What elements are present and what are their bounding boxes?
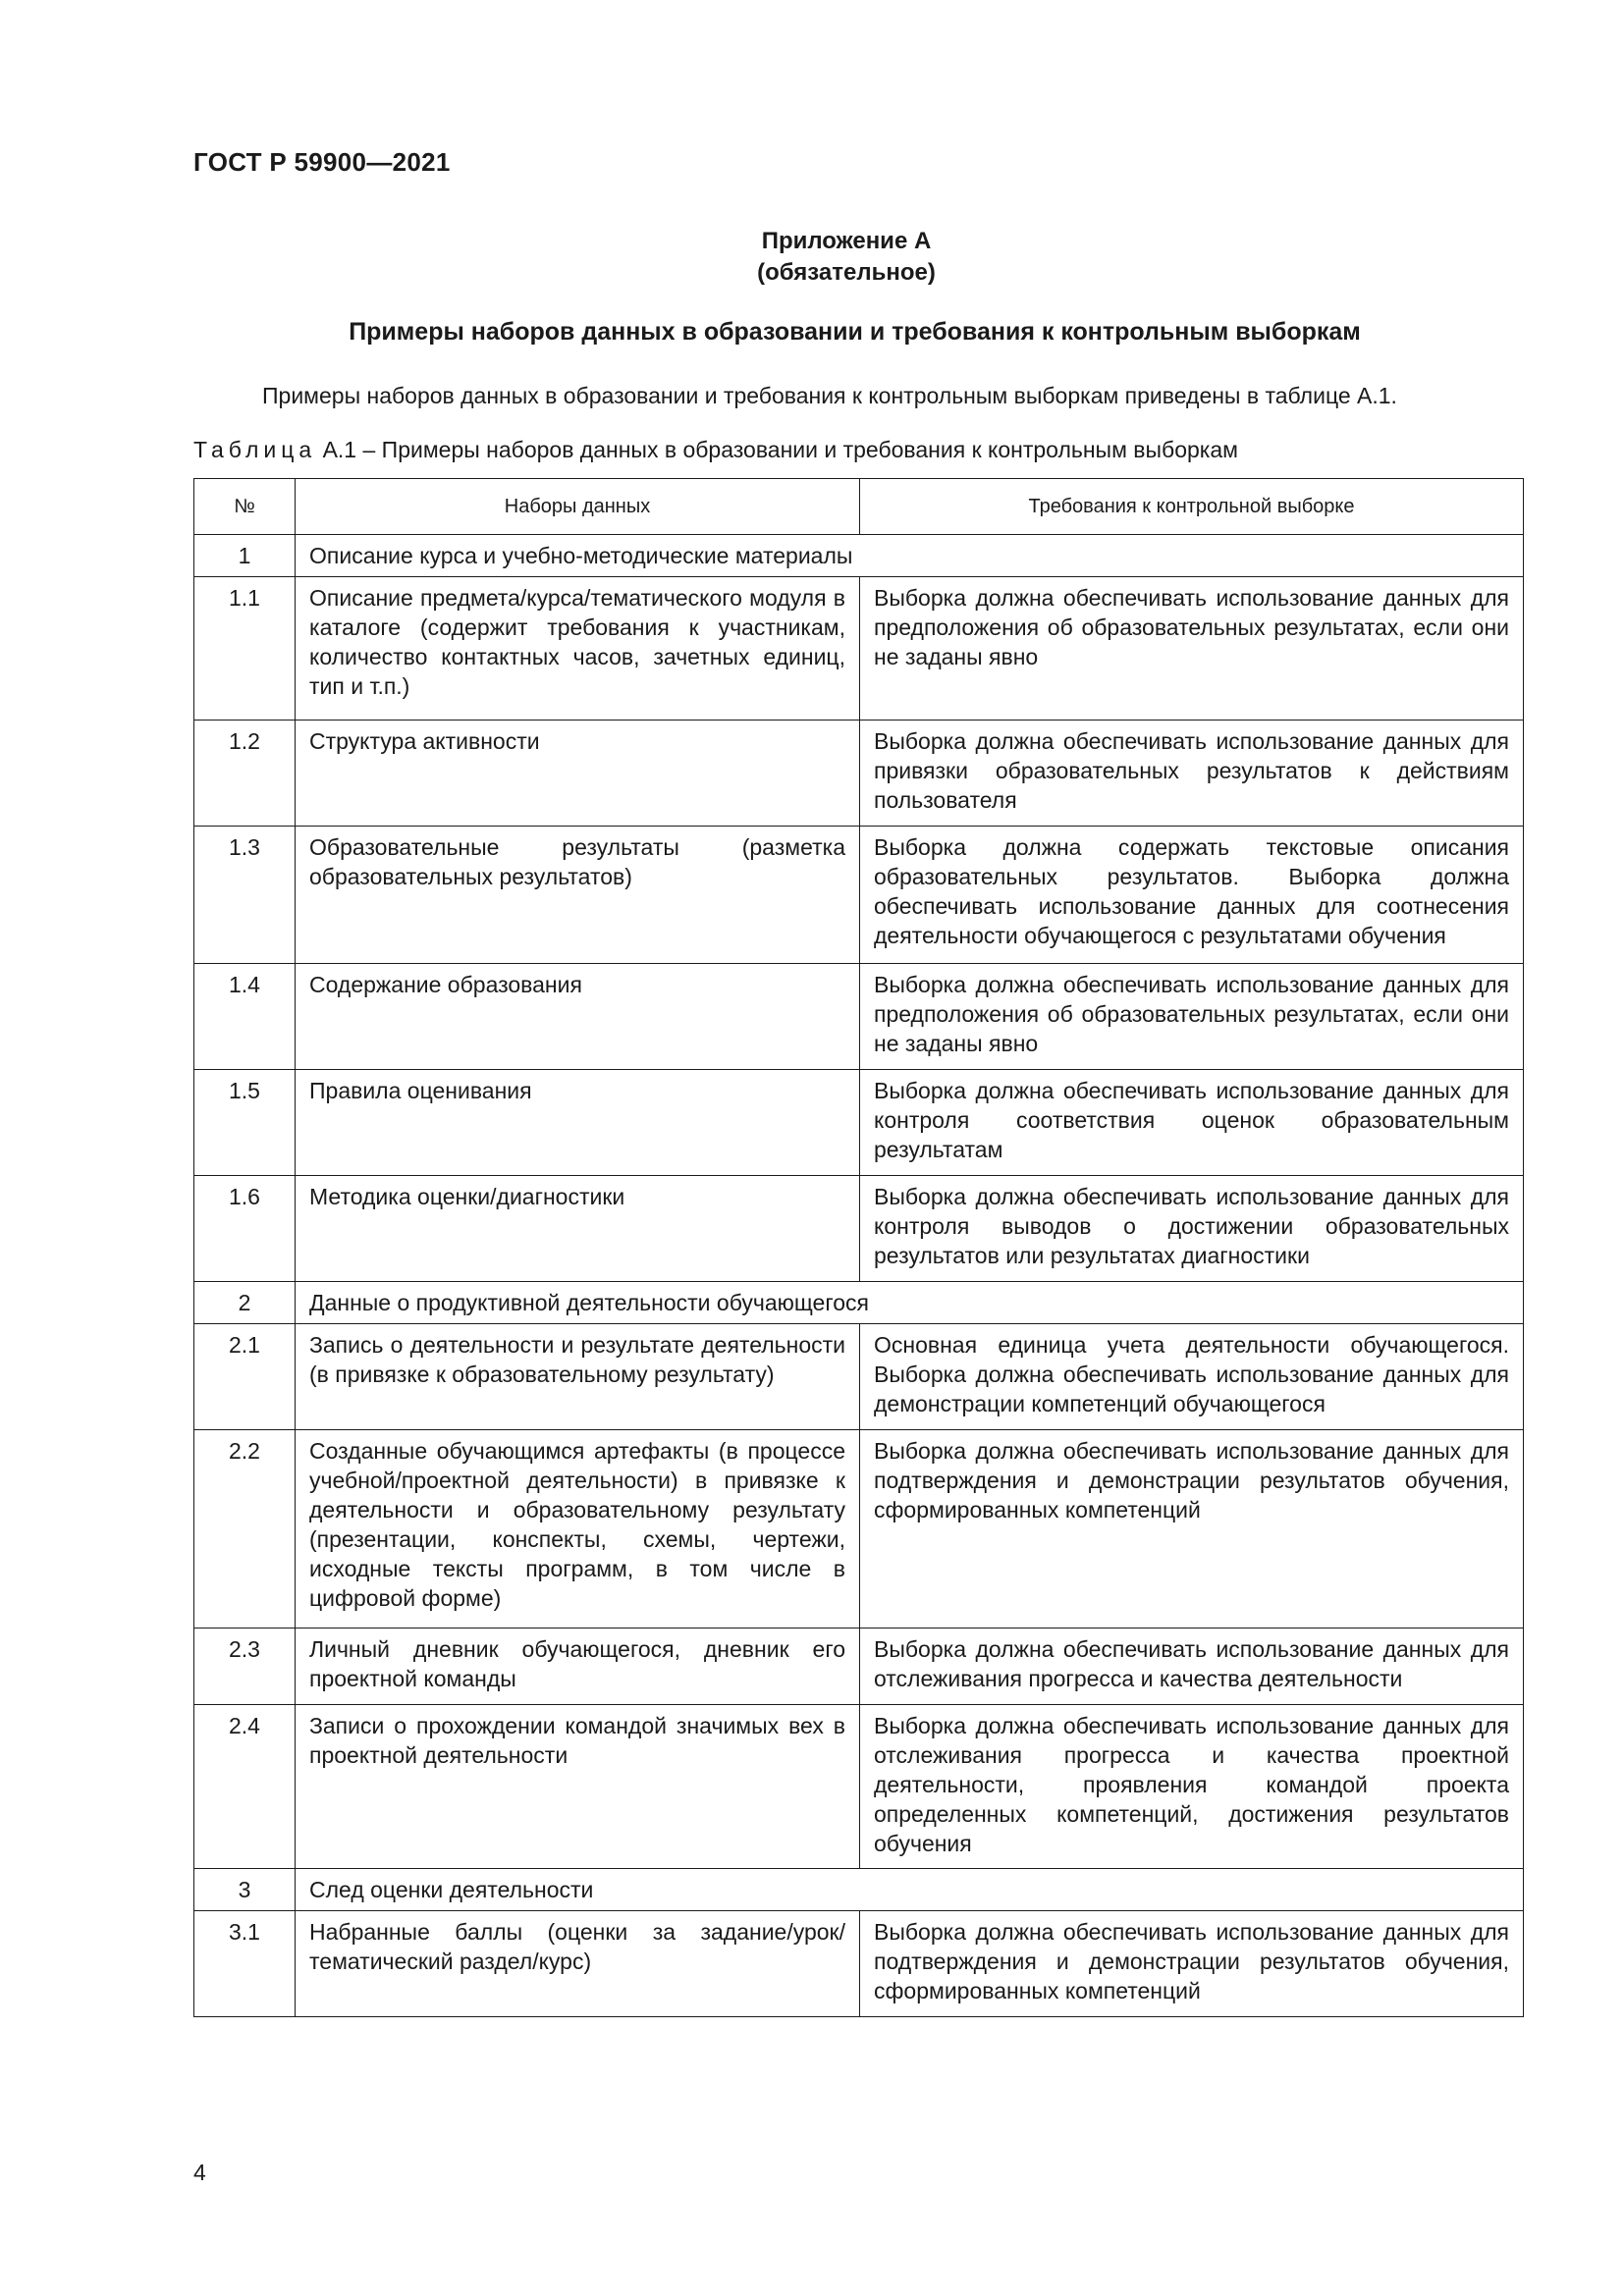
table-caption-word: Таблица (193, 437, 317, 462)
row-num: 2.3 (194, 1629, 296, 1705)
table-row (194, 1430, 1524, 1629)
row-num: 1.4 (194, 964, 296, 1070)
row-dataset: Личный дневник обучающегося, дневник его проектной команды (296, 1629, 860, 1705)
table-section-row (194, 1869, 1524, 1911)
row-requirement: Выборка должна обеспечивать использование данных для предположения об образовательных результатах, если они не заданы явно (860, 577, 1524, 721)
appendix-heading (0, 226, 1624, 289)
table-row (194, 1070, 1524, 1176)
row-dataset: Образовательные результаты (разметка образовательных результатов) (296, 827, 860, 964)
row-num: 3.1 (194, 1911, 296, 2017)
appendix-name: Приложение А (761, 228, 932, 254)
row-num: 2.4 (194, 1705, 296, 1869)
table-row (194, 577, 1524, 721)
row-num: 1.2 (194, 721, 296, 827)
row-dataset: Структура активности (296, 721, 860, 827)
row-dataset: Запись о деятельности и результате деятельности (в привязке к образовательному результату) (296, 1324, 860, 1430)
table-row (194, 1705, 1524, 1869)
table-row (194, 1911, 1524, 2017)
row-requirement: Выборка должна обеспечивать использование данных для привязки образовательных результатов к действиям пользователя (860, 721, 1524, 827)
row-num: 1.1 (194, 577, 296, 721)
row-dataset: Правила оценивания (296, 1070, 860, 1176)
table-caption-text: А.1 – Примеры наборов данных в образовании и требования к контрольным выборкам (316, 437, 1238, 462)
datasets-table (193, 478, 1524, 2017)
table-row (194, 1629, 1524, 1705)
table-caption (193, 437, 1238, 463)
table-row (194, 964, 1524, 1070)
table-row (194, 1324, 1524, 1430)
row-num: 3 (194, 1869, 296, 1911)
row-requirement: Выборка должна обеспечивать использование данных для контроля соответствия оценок образовательным результатам (860, 1070, 1524, 1176)
intro-paragraph: Примеры наборов данных в образовании и требования к контрольным выборкам приведены в таблице А.1. (262, 383, 1397, 408)
row-num: 1.6 (194, 1176, 296, 1282)
section-title: Данные о продуктивной деятельности обучающегося (296, 1282, 1524, 1324)
table-header-row (194, 479, 1524, 535)
appendix-title: Примеры наборов данных в образовании и требования к контрольным выборкам (349, 318, 1361, 346)
standard-id: ГОСТ Р 59900—2021 (193, 147, 451, 177)
header-num: № (194, 479, 296, 535)
section-title: Описание курса и учебно-методические материалы (296, 535, 1524, 577)
row-dataset: Методика оценки/диагностики (296, 1176, 860, 1282)
row-requirement: Выборка должна обеспечивать использование данных для предположения об образовательных результатах, если они не заданы явно (860, 964, 1524, 1070)
row-dataset: Записи о прохождении командой значимых вех в проектной деятельности (296, 1705, 860, 1869)
appendix-status: (обязательное) (757, 259, 936, 286)
table-row (194, 827, 1524, 964)
row-requirement: Выборка должна обеспечивать использование данных для отслеживания прогресса и качества проектной деятельности, проявления командой проекта определенных компетенций, достижения результатов обучения (860, 1705, 1524, 1869)
row-requirement: Основная единица учета деятельности обучающегося. Выборка должна обеспечивать использование данных для демонстрации компетенций обучающегося (860, 1324, 1524, 1430)
row-dataset: Созданные обучающимся артефакты (в процессе учебной/проектной деятельности) в привязке к деятельности и образовательному результату (презентации, конспекты, схемы, чертежи, исходные тексты программ, в том числе в цифровой форме) (296, 1430, 860, 1629)
row-dataset: Описание предмета/курса/тематического модуля в каталоге (содержит требования к участникам, количество контактных часов, зачетных единиц, тип и т.п.) (296, 577, 860, 721)
row-requirement: Выборка должна обеспечивать использование данных для отслеживания прогресса и качества деятельности (860, 1629, 1524, 1705)
row-num: 2.2 (194, 1430, 296, 1629)
row-requirement: Выборка должна содержать текстовые описания образовательных результатов. Выборка должна обеспечивать использование данных для соотнесения деятельности обучающегося с результатами обучения (860, 827, 1524, 964)
table-section-row (194, 535, 1524, 577)
row-requirement: Выборка должна обеспечивать использование данных для подтверждения и демонстрации результатов обучения, сформированных компетенций (860, 1430, 1524, 1629)
table-row (194, 1176, 1524, 1282)
row-num: 2 (194, 1282, 296, 1324)
header-datasets: Наборы данных (296, 479, 860, 535)
header-requirements: Требования к контрольной выборке (860, 479, 1524, 535)
row-dataset: Содержание образования (296, 964, 860, 1070)
row-num: 2.1 (194, 1324, 296, 1430)
row-requirement: Выборка должна обеспечивать использование данных для контроля выводов о достижении образовательных результатов или результатах диагностики (860, 1176, 1524, 1282)
row-num: 1.3 (194, 827, 296, 964)
row-num: 1.5 (194, 1070, 296, 1176)
table-section-row (194, 1282, 1524, 1324)
page-number: 4 (193, 2160, 206, 2185)
section-title: След оценки деятельности (296, 1869, 1524, 1911)
row-dataset: Набранные баллы (оценки за задание/урок/тематический раздел/курс) (296, 1911, 860, 2017)
row-requirement: Выборка должна обеспечивать использование данных для подтверждения и демонстрации результатов обучения, сформированных компетенций (860, 1911, 1524, 2017)
table-row (194, 721, 1524, 827)
row-num: 1 (194, 535, 296, 577)
